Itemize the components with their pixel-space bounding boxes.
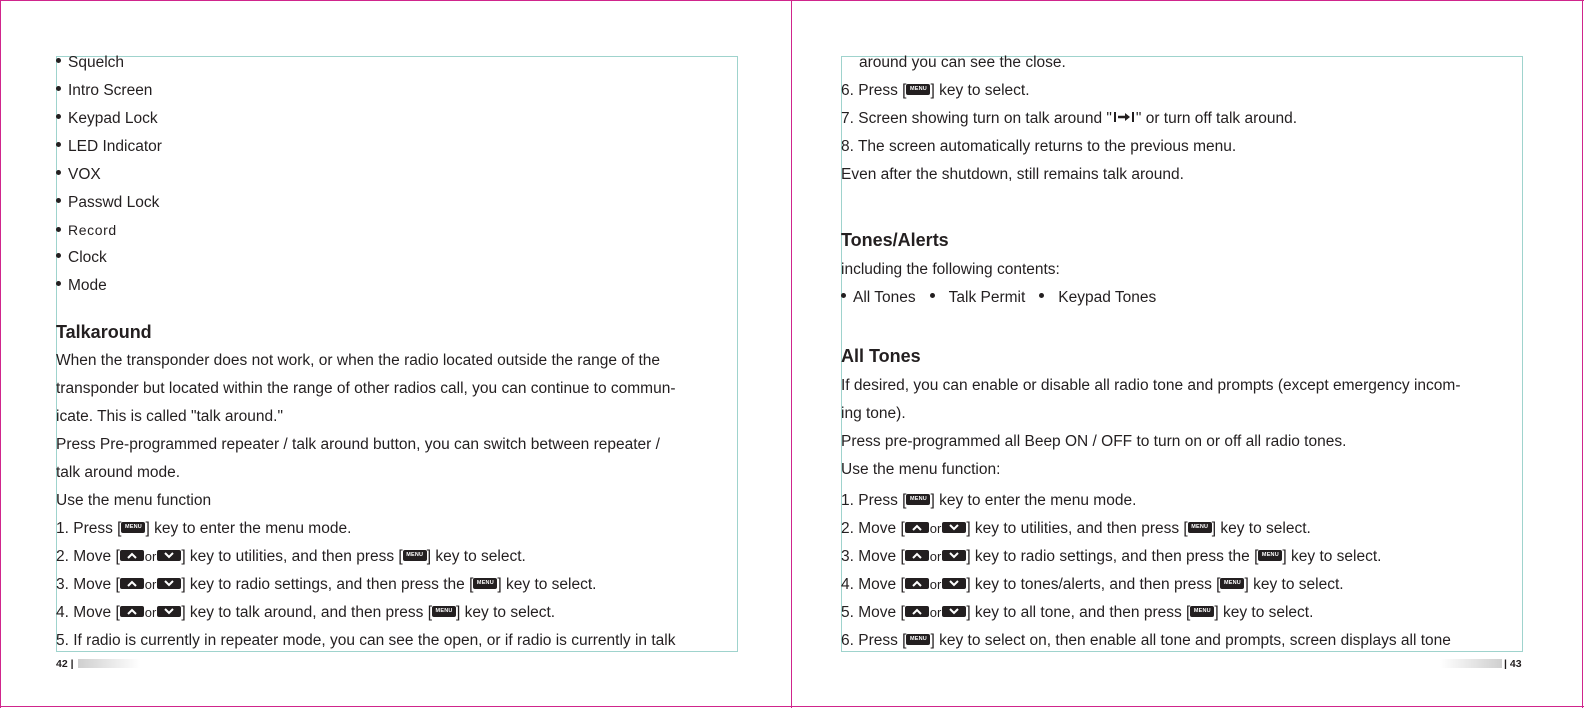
bullet-item bbox=[56, 138, 162, 156]
paragraph-line: ing tone). bbox=[841, 405, 906, 422]
step-line: 8. The screen automatically returns to the previous menu. bbox=[841, 138, 1237, 155]
bullet-dot bbox=[930, 293, 935, 298]
step-text: ] key to talk around, and then press [ bbox=[181, 604, 433, 621]
page-number-text: 43 bbox=[1509, 658, 1522, 670]
step-line bbox=[56, 604, 555, 622]
step-line bbox=[841, 492, 1136, 510]
down-arrow-key-icon bbox=[942, 522, 966, 533]
step-line bbox=[841, 548, 1381, 566]
menu-key-icon: MENU bbox=[473, 578, 497, 589]
step-text: ] key to utilities, and then press [ bbox=[181, 548, 403, 565]
step-text: 2. Move [ bbox=[56, 548, 120, 565]
step-line: 5. If radio is currently in repeater mode, you can see the open, or if radio is currently in talk bbox=[56, 632, 676, 649]
step-text: 4. Move [ bbox=[841, 576, 905, 593]
step-text: ] key to enter the menu mode. bbox=[145, 520, 352, 537]
menu-key-icon: MENU bbox=[1220, 578, 1244, 589]
step-text: ] key to enter the menu mode. bbox=[930, 492, 1137, 509]
paragraph-line: around you can see the close. bbox=[859, 54, 1066, 71]
step-text: ] key to select. bbox=[930, 82, 1030, 99]
up-arrow-key-icon bbox=[120, 606, 144, 617]
bullet-dot bbox=[56, 198, 61, 203]
bullet-dot bbox=[56, 281, 61, 286]
section-heading: Tones/Alerts bbox=[841, 230, 949, 250]
tones-list-item: All Tones bbox=[853, 289, 916, 306]
paragraph-line: transponder but located within the range of other radios call, you can continue to commun- bbox=[56, 380, 676, 397]
tones-list-item: Talk Permit bbox=[948, 289, 1026, 306]
tones-list-item: Keypad Tones bbox=[1058, 289, 1157, 306]
right-border bbox=[1582, 0, 1583, 708]
or-label: or bbox=[144, 549, 157, 564]
page-footer-bar bbox=[1440, 659, 1502, 668]
step-text: ] key to select. bbox=[426, 548, 526, 565]
paragraph-line: Use the menu function bbox=[56, 492, 212, 509]
down-arrow-key-icon bbox=[157, 606, 181, 617]
step-text: 6. Press [ bbox=[841, 632, 907, 649]
bullet-dot bbox=[56, 58, 61, 63]
page-footer-bar bbox=[78, 659, 140, 668]
paragraph-line: talk around mode. bbox=[56, 464, 181, 481]
step-text: 1. Press [ bbox=[56, 520, 122, 537]
step-text: 3. Move [ bbox=[841, 548, 905, 565]
bullet-dot bbox=[56, 142, 61, 147]
bullet-text: LED Indicator bbox=[68, 138, 162, 155]
or-label: or bbox=[929, 521, 942, 536]
step-text: " or turn off talk around. bbox=[1135, 110, 1298, 128]
bullet-item bbox=[56, 277, 107, 295]
bullet-dot bbox=[56, 170, 61, 175]
up-arrow-key-icon bbox=[905, 550, 929, 561]
step-text: ] key to select. bbox=[1282, 548, 1382, 565]
bullet-item bbox=[56, 249, 107, 267]
paragraph-line: Press Pre-programmed repeater / talk around button, you can switch between repeater / bbox=[56, 436, 660, 453]
paragraph-line: If desired, you can enable or disable all radio tone and prompts (except emergency incom- bbox=[841, 377, 1461, 394]
down-arrow-key-icon bbox=[157, 550, 181, 561]
step-text: ] key to select. bbox=[1211, 520, 1311, 537]
step-line bbox=[56, 548, 526, 566]
bullet-text: Passwd Lock bbox=[68, 194, 160, 211]
section-heading: All Tones bbox=[841, 346, 921, 366]
paragraph-line: icate. This is called "talk around." bbox=[56, 408, 283, 425]
or-label: or bbox=[929, 605, 942, 620]
tones-list bbox=[841, 289, 1156, 307]
up-arrow-key-icon bbox=[120, 550, 144, 561]
page-number-separator: | bbox=[70, 658, 74, 670]
up-arrow-key-icon bbox=[905, 578, 929, 589]
bullet-item bbox=[56, 221, 117, 239]
step-text: ] key to select. bbox=[456, 604, 556, 621]
bullet-item bbox=[56, 110, 158, 128]
paragraph-line: Use the menu function: bbox=[841, 461, 1001, 478]
menu-key-icon: MENU bbox=[403, 550, 427, 561]
bullet-item bbox=[56, 82, 152, 100]
step-line bbox=[841, 632, 1451, 650]
step-text: ] key to select. bbox=[1244, 576, 1344, 593]
or-label: or bbox=[929, 577, 942, 592]
bullet-text: Clock bbox=[68, 249, 107, 266]
step-text: 2. Move [ bbox=[841, 520, 905, 537]
bullet-item bbox=[56, 194, 159, 212]
step-text: ] key to radio settings, and then press the [ bbox=[181, 576, 474, 593]
down-arrow-key-icon bbox=[942, 578, 966, 589]
down-arrow-key-icon bbox=[157, 578, 181, 589]
bullet-text: VOX bbox=[68, 166, 101, 183]
bullet-dot bbox=[56, 253, 61, 258]
step-text: 4. Move [ bbox=[56, 604, 120, 621]
section-heading: Talkaround bbox=[56, 322, 152, 342]
bullet-dot bbox=[56, 86, 61, 91]
paragraph-line: Even after the shutdown, still remains talk around. bbox=[841, 166, 1184, 183]
page-number-separator: | bbox=[1504, 658, 1507, 670]
down-arrow-key-icon bbox=[942, 606, 966, 617]
or-label: or bbox=[929, 549, 942, 564]
menu-key-icon: MENU bbox=[1258, 550, 1282, 561]
up-arrow-key-icon bbox=[905, 606, 929, 617]
bullet-text: Squelch bbox=[68, 54, 125, 71]
page-number bbox=[56, 658, 74, 670]
step-line bbox=[56, 576, 596, 594]
step-text: 3. Move [ bbox=[56, 576, 120, 593]
step-text: ] key to utilities, and then press [ bbox=[966, 520, 1188, 537]
paragraph-line: When the transponder does not work, or when the radio located outside the range of the bbox=[56, 352, 661, 369]
bullet-dot bbox=[1039, 293, 1044, 298]
step-text: ] key to radio settings, and then press the [ bbox=[966, 548, 1259, 565]
bullet-item bbox=[56, 166, 101, 184]
bullet-text: Intro Screen bbox=[68, 82, 153, 99]
step-text: ] key to select on, then enable all tone and prompts, screen displays all tone bbox=[930, 632, 1451, 649]
or-label: or bbox=[144, 577, 157, 592]
step-line bbox=[841, 520, 1311, 538]
right-page bbox=[792, 0, 1582, 708]
step-text: 6. Press [ bbox=[841, 82, 907, 99]
menu-key-icon: MENU bbox=[906, 84, 930, 95]
step-text: ] key to tones/alerts, and then press [ bbox=[966, 576, 1221, 593]
page-number-text: 42 bbox=[56, 658, 68, 670]
page-number bbox=[1504, 658, 1522, 670]
bullet-item bbox=[56, 54, 124, 72]
or-label: or bbox=[144, 605, 157, 620]
menu-key-icon: MENU bbox=[1188, 522, 1212, 533]
paragraph-line: Press pre-programmed all Beep ON / OFF to turn on or off all radio tones. bbox=[841, 433, 1347, 450]
bullet-dot bbox=[841, 293, 846, 298]
step-line bbox=[841, 82, 1030, 100]
step-text: ] key to select. bbox=[1214, 604, 1314, 621]
left-page bbox=[0, 0, 791, 708]
step-line bbox=[841, 576, 1344, 594]
step-text: ] key to select. bbox=[497, 576, 597, 593]
step-line bbox=[841, 604, 1313, 622]
menu-key-icon: MENU bbox=[906, 634, 930, 645]
talkaround-icon bbox=[1113, 110, 1135, 128]
step-line bbox=[56, 520, 351, 538]
bullet-dot bbox=[56, 114, 61, 119]
step-text: 1. Press [ bbox=[841, 492, 907, 509]
menu-key-icon: MENU bbox=[121, 522, 145, 533]
bullet-dot bbox=[56, 227, 61, 232]
step-text: 5. Move [ bbox=[841, 604, 905, 621]
menu-key-icon: MENU bbox=[1190, 606, 1214, 617]
step-line bbox=[841, 110, 1297, 128]
bullet-text: Mode bbox=[68, 277, 107, 294]
bullet-text: Keypad Lock bbox=[68, 110, 158, 127]
menu-key-icon: MENU bbox=[432, 606, 456, 617]
paragraph-line: including the following contents: bbox=[841, 261, 1060, 278]
step-text: ] key to all tone, and then press [ bbox=[966, 604, 1191, 621]
down-arrow-key-icon bbox=[942, 550, 966, 561]
up-arrow-key-icon bbox=[120, 578, 144, 589]
bullet-text: Record bbox=[68, 222, 117, 238]
step-text: 7. Screen showing turn on talk around " bbox=[841, 110, 1112, 128]
up-arrow-key-icon bbox=[905, 522, 929, 533]
menu-key-icon: MENU bbox=[906, 494, 930, 505]
